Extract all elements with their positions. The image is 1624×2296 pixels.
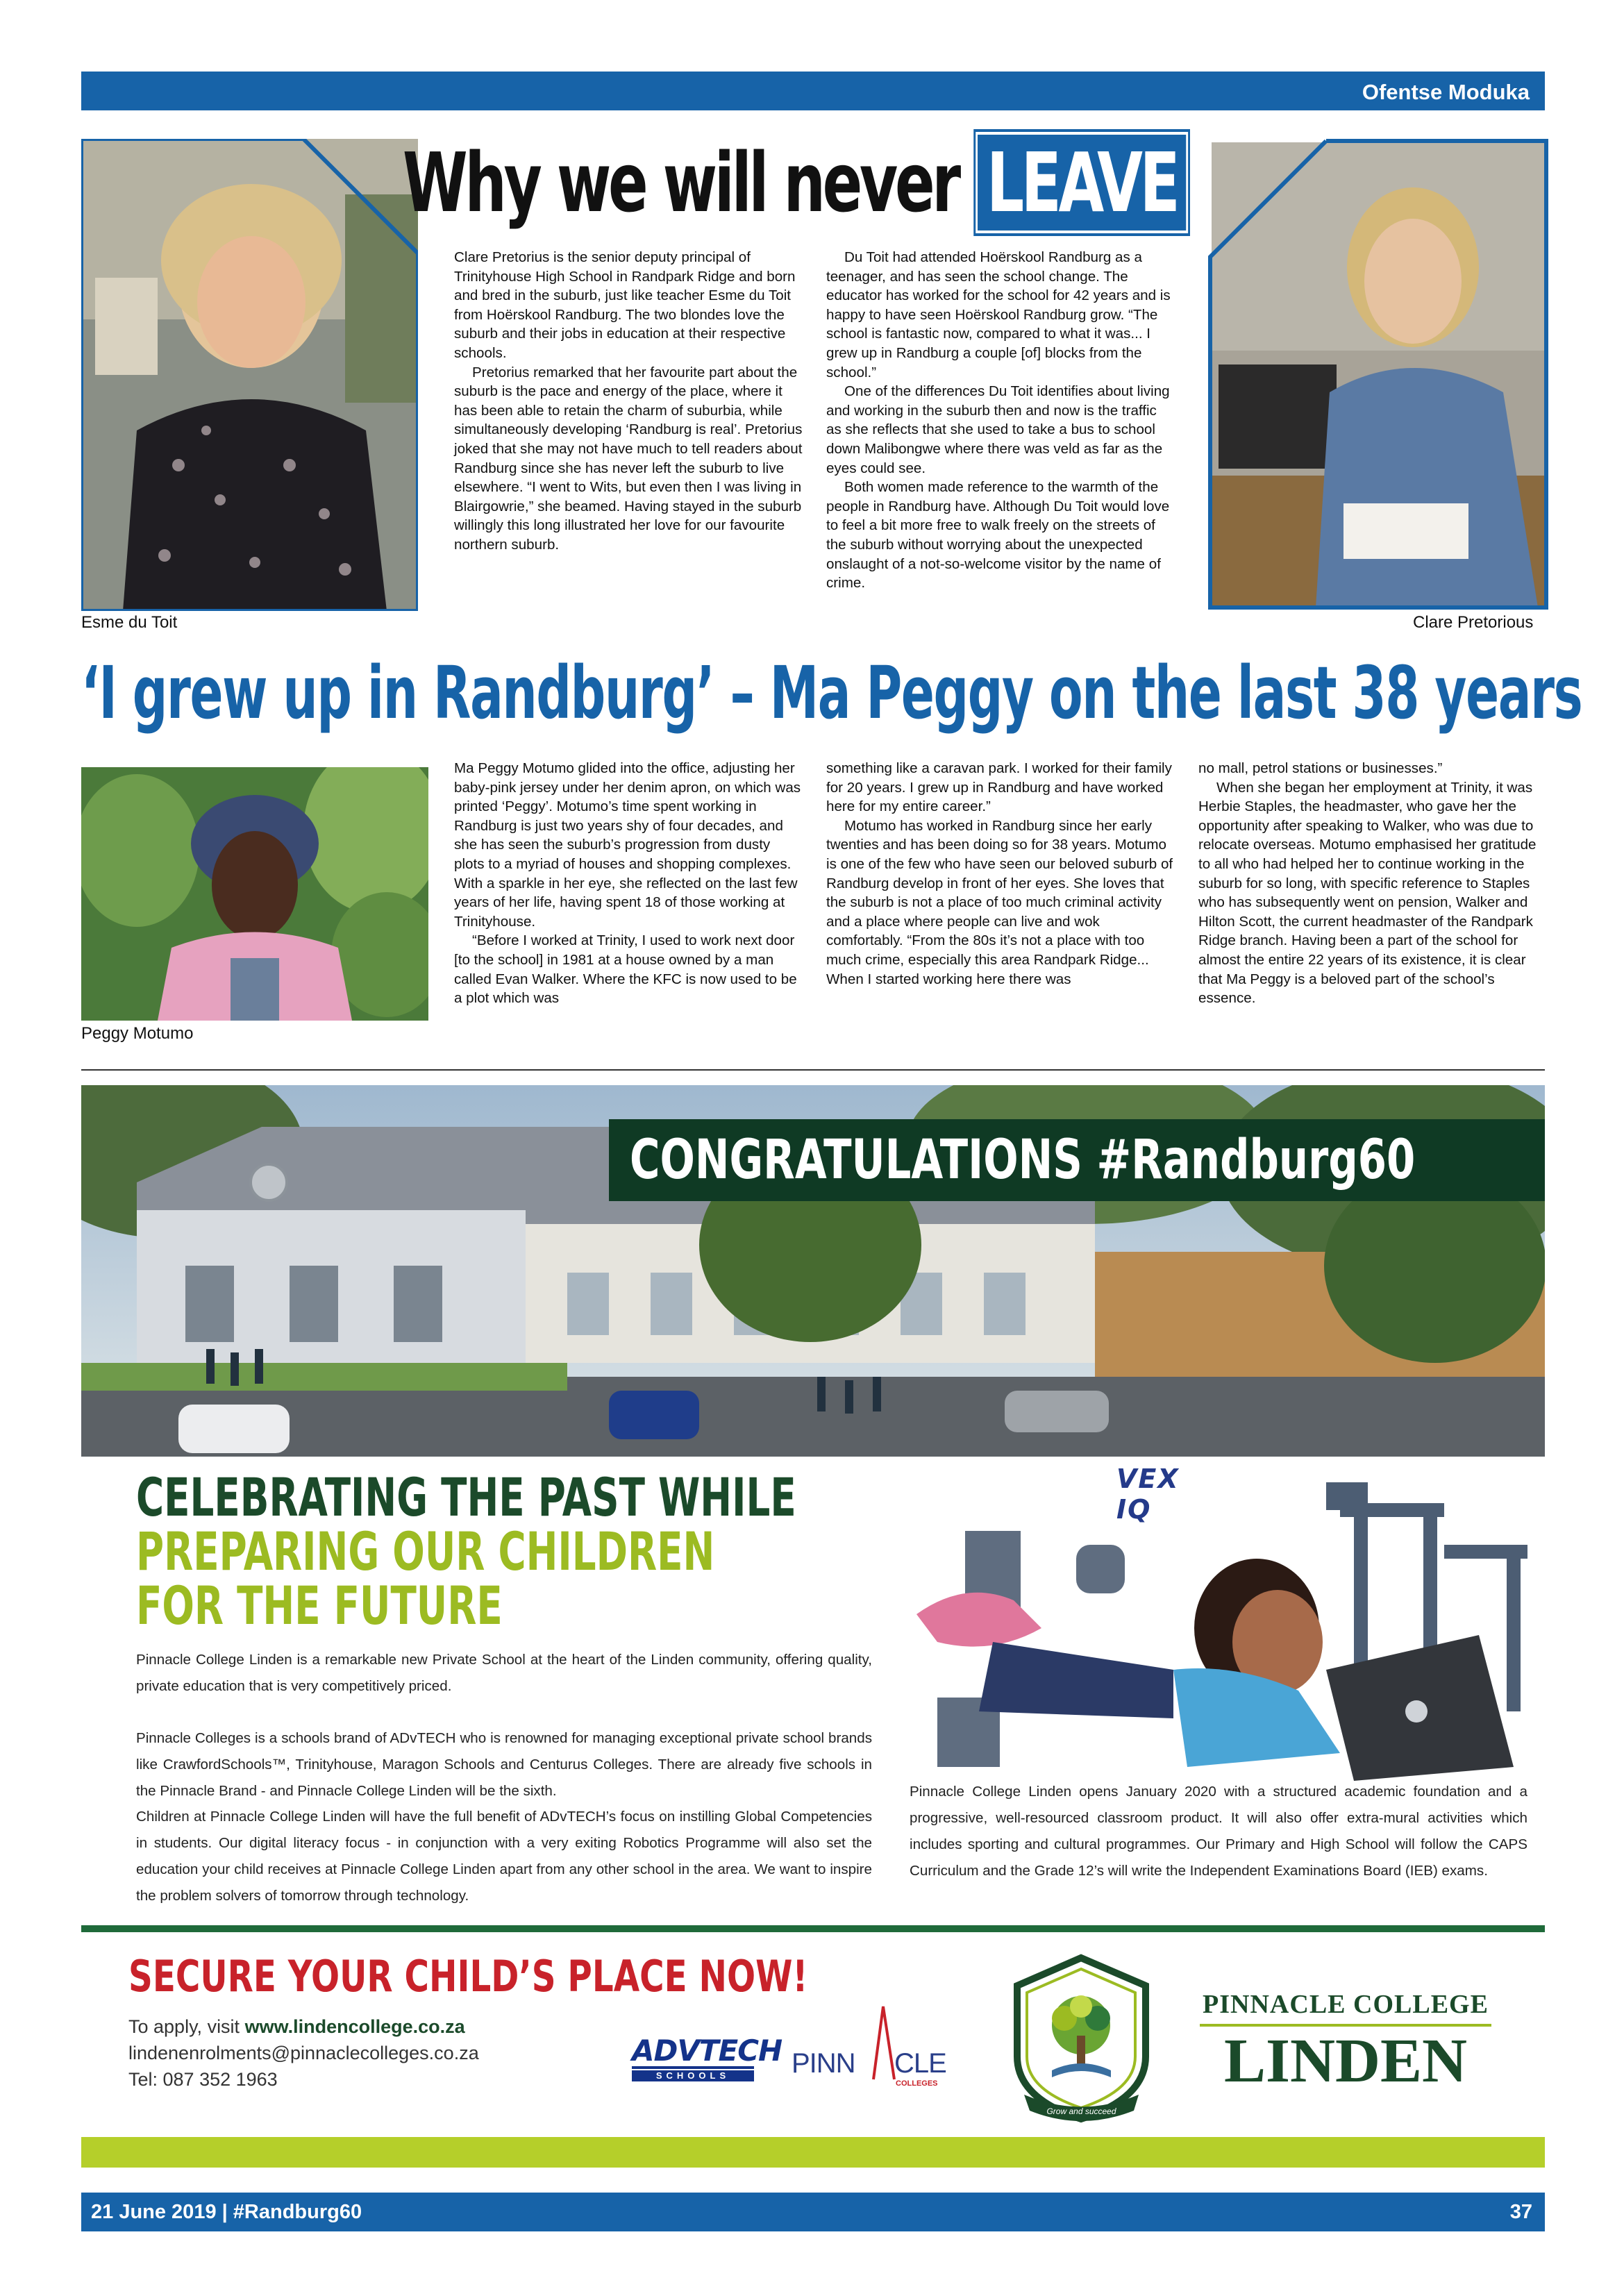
paragraph: no mall, petrol stations or businesses.” [1198,760,1443,776]
caption-clare: Clare Pretorious [1413,613,1534,632]
caption-esme: Esme du Toit [81,613,178,632]
paragraph: “Before I worked at Trinity, I used to work next door [to the school] in 1981 at a house owned by a man called Evan Walker. Where the KFC is now used to be a plot which was [454,932,797,1007]
ad-heading-line3: FOR THE FUTURE [136,1575,503,1636]
contact-details [128,2013,479,2093]
caption-peggy: Peggy Motumo [81,1024,194,1043]
email-link[interactable]: lindenenrolments@pinnaclecolleges.co.za [128,2043,479,2063]
headline-ma-peggy: ‘I grew up in Randburg’ – Ma Peggy on the last 38 years [81,651,1582,735]
ad-paragraph-3: Children at Pinnacle College Linden will have the full benefit of ADvTECH’s focus on instilling Global Competencies in students. Our digital literacy focus - in conjunction with a very exiting Robotics Programme will also set the education your child receives at Pinnacle College Linden apart from any other school in the area. We want to inspire the problem solvers of tomorrow through technology. [136,1809,872,1904]
vex-iq-text: VEX IQ [1116,1464,1180,1525]
headline-text: Why we will never [403,135,976,231]
vex-iq-logo [1116,1464,1221,1525]
photo-frame-left [81,139,418,611]
crest-motto: Grow and succeed [1046,2106,1116,2116]
photo-frame-right [1208,139,1548,610]
paragraph: Du Toit had attended Hoërskool Randburg as a teenager, and has seen the school change. The educator has worked for the school for 42 years and is happy to have seen Hoërskool Randburg grow. “The school is fantastic now, compared to what it was... I grew up in Randburg a couple [of] blocks from the school.” [826,249,1171,380]
article2-column-1 [454,759,803,1008]
advtech-logo [632,2034,782,2081]
paragraph: Motumo has worked in Randburg since her early twenties and has been doing so for 38 years. Motumo is one of the few who have seen our beloved suburb of Randburg develop in front of her eyes. She loves that the suburb is not a place of too much criminal activity and a place where people can live and wok comfortably. “From the 80s it’s not a place with too much crime, especially this area Randpark Ridge... When I started working here there was [826,817,1173,987]
paragraph: Pretorius remarked that her favourite part about the suburb is the pace and energy of the place, where it has been able to retain the charm of suburbia, while simultaneously developing ‘Randburg is real’. Pretorius joked that she may not have much to tell readers about Randburg since she has never left the suburb to live elsewhere. “I went to Wits, but even then I was living in Blairgowrie,” she beamed. Having stayed in the suburb willingly this long illustrated her love for our favourite northern suburb. [454,364,803,553]
crest-shield-icon [1010,1952,1153,2126]
brand-line1: PINNACLE COLLEGE [1200,1989,1491,2027]
paragraph: One of the differences Du Toit identifies about living and working in the suburb then and now is the traffic as she reflects that she used to take a bus to school down Malibongwe where there was veld as far as the eyes could see. [826,383,1170,476]
girl-with-robots-image [910,1461,1547,1788]
headline-boxed-word: LEAVE [976,132,1188,233]
header-bar [81,72,1545,110]
ad-heading-line1: CELEBRATING THE PAST WHILE [136,1466,796,1528]
pinnacle-sub: COLLEGES [896,2079,938,2088]
article1-column-2 [826,248,1175,593]
paragraph: Ma Peggy Motumo glided into the office, adjusting her baby-pink jersey under her denim apron, on which was printed ‘Peggy’. Motumo’s time spent working in Randburg is just two years shy of four decades, and she has seen the suburb’s progression from dusty plots to a myriad of houses and shopping complexes. With a sparkle in her eye, she reflected on the last few years of her life, having spent 18 of those working at Trinityhouse. [454,760,801,930]
pinnacle-wordmark-a: PINN [792,2048,855,2079]
paragraph: something like a caravan park. I worked for their family for 20 years. I grew up in Randburg and have worked here for my entire career.” [826,760,1172,815]
website-link[interactable]: www.lindencollege.co.za [244,2016,465,2037]
photo-peggy-motumo [81,767,428,1021]
green-divider [81,1925,1545,1932]
apply-prefix: To apply, visit [128,2016,245,2037]
secure-place-cta: SECURE YOUR CHILD’S PLACE NOW! [128,1951,808,2002]
congratulations-banner [609,1119,1545,1201]
paragraph: Clare Pretorius is the senior deputy principal of Trinityhouse High School in Randpark Ridge and born and bred in the suburb, just like teacher Esme du Toit from Hoërskool Randburg. The two blondes love the suburb and their jobs in education at their respective schools. [454,249,796,361]
telephone: Tel: 087 352 1963 [128,2069,278,2090]
article2-column-2 [826,759,1173,989]
school-crest [1010,1952,1153,2126]
ad-heading-line2: PREPARING OUR CHILDREN [136,1520,715,1582]
lime-divider [81,2137,1545,2168]
paragraph: Both women made reference to the warmth of the people in Randburg have. Although Du Toit would love to feel a bit more free to walk freely on the streets of the suburb without worrying about the unexpected onslaught of a not-so-welcome visitor by the name of crime. [826,479,1170,592]
ad-paragraph-2: Pinnacle Colleges is a schools brand of ADvTECH who is renowned for managing exceptional private school brands like CrawfordSchools™, Trinityhouse, Maragon Schools and Centurus Colleges. There are already five schools in the Pinnacle Brand - and Pinnacle College Linden will be the sixth. [136,1730,872,1799]
paragraph: When she began her employment at Trinity, it was Herbie Staples, the headmaster, who gave her the opportunity after speaking to Walker, who was due to relocate overseas. Motumo emphasised her gratitude to all who had helped her to continue working in the suburb for so long, with specific reference to Staples who has subsequently went on pension, Walker and Hilton Scott, the current headmaster of the Randpark Ridge branch. Having been a part of the school for almost the entire 22 years of its existence, it is clear that Ma Peggy is a beloved part of the school’s essence. [1198,779,1537,1007]
section-divider [81,1069,1545,1071]
article2-column-3 [1198,759,1547,1008]
ad-paragraph-1: Pinnacle College Linden is a remarkable new Private School at the heart of the Linden community, offering quality, private education that is very competitively priced. [136,1652,872,1694]
headline-why-we-will-never-leave [403,131,1188,235]
banner-text: CONGRATULATIONS #Randburg60 [630,1129,1416,1191]
footer-bar [81,2193,1545,2231]
ad-paragraph-right: Pinnacle College Linden opens January 2020 with a structured academic foundation and a progressive, well-resourced classroom product. It will also offer extra-mural activities which includes sporting and cultural programmes. Our Primary and High School will follow the CAPS Curriculum and the Grade 12’s will write the Independent Examinations Board (IEB) exams. [910,1784,1527,1879]
page-number: 37 [1509,2201,1532,2223]
advtech-subtitle: SCHOOLS [632,2070,754,2081]
pinnacle-college-linden-wordmark [1200,1989,1491,2096]
footer-date-tag: 21 June 2019 | #Randburg60 [91,2201,362,2223]
advtech-wordmark: ADVTECH [632,2034,782,2068]
author-byline: Ofentse Moduka [1362,80,1530,104]
article1-column-1 [454,248,803,555]
apply-line [128,2013,479,2040]
brand-line2: LINDEN [1223,2027,1468,2095]
pinnacle-wordmark-b: CLE [894,2048,946,2079]
pinnacle-colleges-logo [792,2000,944,2097]
